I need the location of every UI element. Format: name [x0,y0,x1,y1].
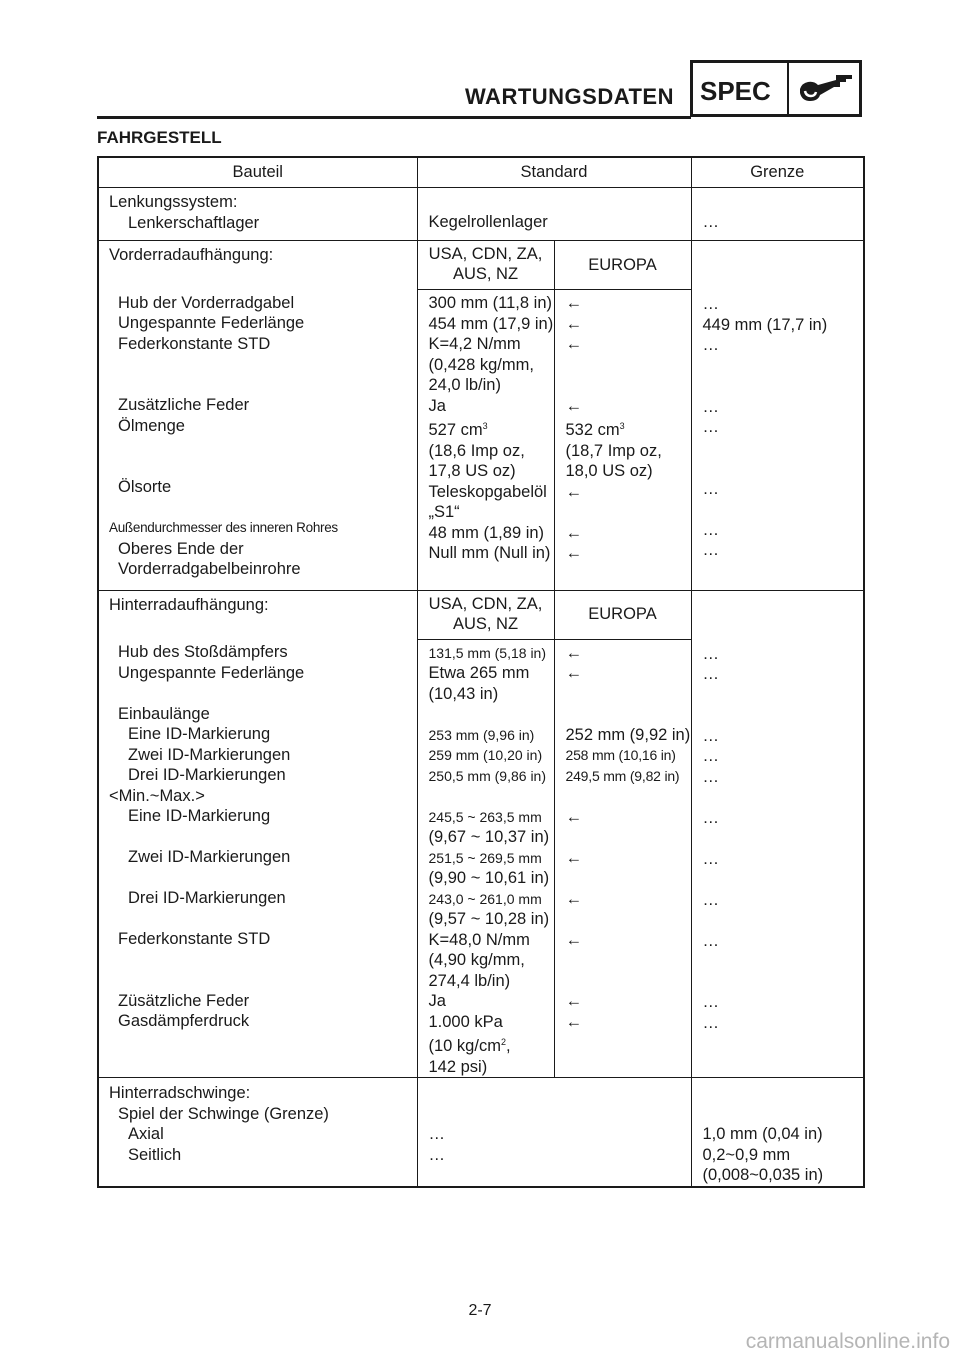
steering-standard-cell: Kegelrollenlager [417,188,691,241]
rear-a-installed-1: 253 mm (9,96 in) [428,726,535,743]
swingarm-item-axial: Axial [128,1125,164,1143]
rear-region-b-cell [554,639,691,1078]
front-b-spring-length: ← [565,314,582,333]
table-row-swingarm [98,1078,864,1187]
rear-suspension-group-label: Hinterradaufhängung: [98,590,417,639]
swingarm-sub-label: Spiel der Schwinge (Grenze) [118,1104,329,1123]
section-title: FAHRGESTELL [97,128,222,147]
rear-installed-label: Einbaulänge [118,704,210,723]
swingarm-limit-cell [691,1078,864,1187]
front-a-stroke: 300 mm (11,8 in) [428,294,552,312]
steering-part-cell [98,188,417,241]
front-item-stroke: Hub der Vorderradgabel [118,293,295,312]
rear-a-minmax-3-range: 243,0 ~ 261,0 mm [428,890,542,907]
front-a-oil-quantity-conv: (18,6 Imp oz, 17,8 US oz) [428,441,525,480]
rear-limit-stroke: … [702,644,719,663]
front-region-a-header: USA, CDN, ZA, AUS, NZ [417,241,554,290]
rear-b-minmax-3: ← [565,889,582,908]
front-limit-extra-spring: … [702,397,719,416]
front-b-oil-quantity-value: 532 cm [565,421,620,439]
rear-a-spring-rate: K=48,0 N/mm (4,90 kg/mm, 274,4 lb/in) [428,930,530,990]
rear-region-a-cell [417,639,554,1078]
swingarm-standard-side: … [428,1145,445,1164]
rear-item-extra-spring: Züsätzliche Feder [118,991,250,1010]
rear-item-installed-3: Drei ID-Markierungen [128,766,286,784]
rear-a-spacer-2 [429,786,554,807]
page-number: 2-7 [468,1302,492,1319]
rear-a-gas-pressure [429,1012,554,1078]
rear-b-installed-3: 249,5 mm (9,82 in) [565,767,680,784]
front-limit-stroke: … [702,295,719,313]
rear-limit-spring-length: … [702,665,719,683]
front-item-inner-tube: Außendurchmesser des inneren Rohres [109,520,338,535]
front-part-cell [98,290,417,591]
front-suspension-group-label: Vorderradaufhängung: [98,241,417,290]
front-b-spring-rate: ← [565,335,582,353]
rear-part-cell [98,639,417,1078]
spec-badge-divider [787,63,789,114]
rear-a-minmax-2-conv: (9,90 ~ 10,61 in) [428,869,550,887]
front-b-stroke: ← [565,294,582,312]
rear-a-gas-pressure-value: 1.000 kPa (10 kg/cm [428,1012,503,1055]
rear-limit-installed-3: … [702,767,719,786]
rear-a-minmax-2-range: 251,5 ~ 269,5 mm [428,849,542,866]
swingarm-limit-side: 0,2~0,9 mm (0,008~0,035 in) [702,1145,824,1184]
header-rule [97,116,691,119]
front-item-oil-type: Ölsorte [118,478,172,496]
rear-b-spring-length: ← [565,664,582,682]
front-a-oil-type: Teleskopgabelöl „S1“ [428,482,547,521]
front-item-spring-rate: Federkonstante STD [118,334,271,353]
rear-item-minmax-2: Zwei ID-Markierungen [128,848,291,866]
rear-a-installed-2: 259 mm (10,20 in) [428,747,543,763]
rear-limit-extra-spring: … [702,993,719,1011]
rear-item-stroke: Hub des Stoßdämpfers [118,643,288,661]
front-limit-tube-top: … [702,541,719,559]
front-a-oil-quantity-unit-sup: 3 [482,421,488,431]
rear-a-minmax-3-conv: (9,57 ~ 10,28 in) [428,910,550,928]
rear-a-extra-spring: Ja [428,992,446,1010]
front-a-extra-spring: Ja [428,396,446,415]
front-suspension-header-row [98,241,864,290]
front-b-inner-tube: ← [565,523,582,542]
rear-limit-cell [691,590,864,1078]
front-b-tube-top: ← [565,544,582,562]
rear-a-stroke: 131,5 mm (5,18 in) [428,644,546,661]
rear-a-gas-pressure-conv: , 142 psi) [428,1037,511,1076]
front-item-spring-length: Ungespannte Federlänge [118,314,305,332]
front-a-oil-quantity-value: 527 cm [428,421,483,439]
rear-item-minmax-3: Drei ID-Markierungen [128,889,286,907]
rear-limit-spring-rate: … [702,931,719,950]
column-header-part: Bauteil [98,157,417,188]
front-item-tube-top: Oberes Ende der Vorderradgabelbeinrohre [118,539,301,578]
rear-b-spring-rate: ← [565,930,582,949]
column-header-limit: Grenze [691,157,864,188]
rear-limit-minmax-2: … [702,849,719,868]
front-limit-spring-length: 449 mm (17,7 in) [702,315,828,334]
rear-a-gas-pressure-unit-sup: 2 [500,1037,506,1047]
rear-item-installed-1: Eine ID-Markierung [128,725,271,743]
rear-b-extra-spring: ← [565,992,582,1010]
swingarm-standard-axial: … [428,1125,445,1143]
spec-table [97,156,865,1188]
front-a-oil-quantity [429,416,554,482]
rear-limit-minmax-1: … [702,808,719,827]
front-a-spring-rate: K=4,2 N/mm (0,428 kg/mm, 24,0 lb/in) [428,335,534,394]
front-region-a-cell [417,290,554,591]
rear-item-minmax-1: Eine ID-Markierung [128,807,271,825]
rear-b-minmax-2: ← [565,848,582,867]
rear-b-stroke: ← [565,643,582,662]
front-b-extra-spring: ← [565,396,582,415]
front-b-oil-quantity-unit-sup: 3 [619,421,625,431]
front-b-oil-type: ← [565,482,582,501]
rear-b-minmax-1: ← [565,807,582,826]
rear-a-spring-length: Etwa 265 mm (10,43 in) [428,664,530,703]
table-header-row [98,157,864,188]
wrench-icon [796,71,856,112]
swingarm-group-label: Hinterradschwinge: [109,1084,251,1102]
swingarm-item-side: Seitlich [128,1145,182,1164]
front-region-b-header: EUROPA [554,241,691,290]
rear-item-spring-length: Ungespannte Federlänge [118,663,305,682]
rear-b-gas-pressure: ← [565,1012,582,1031]
rear-b-installed-1: 252 mm (9,92 in) [565,725,691,744]
spec-badge [690,60,862,117]
steering-group-label: Lenkungssystem: [109,193,238,211]
rear-a-installed-3: 250,5 mm (9,86 in) [428,767,546,784]
rear-limit-installed-2: … [702,747,719,765]
rear-item-spring-rate: Federkonstante STD [118,930,271,948]
rear-item-gas-pressure: Gasdämpferdruck [118,1012,250,1030]
swingarm-part-cell [98,1078,417,1187]
table-row-steering [98,188,864,241]
rear-minmax-label: <Min.~Max.> [109,786,205,805]
rear-limit-installed-1: … [702,726,719,745]
rear-item-installed-2: Zwei ID-Markierungen [128,745,291,764]
watermark: carmanualsonline.info [745,1330,950,1353]
rear-limit-minmax-3: … [702,890,719,909]
rear-a-minmax-1-range: 245,5 ~ 263,5 mm [428,808,542,825]
front-a-tube-top: Null mm (Null in) [428,544,551,562]
front-region-b-cell [554,290,691,591]
front-limit-inner-tube: … [702,520,719,539]
steering-item-label: Lenkerschaftlager [128,213,260,232]
page-title: WARTUNGSDATEN [465,84,674,109]
rear-a-spacer [429,704,554,725]
front-a-inner-tube: 48 mm (1,89 in) [428,523,545,542]
rear-region-b-header: EUROPA [554,590,691,639]
steering-limit-cell: … [691,188,864,241]
spec-badge-label: SPEC [700,76,771,106]
rear-suspension-header-row [98,590,864,639]
rear-a-minmax-1-conv: (9,67 ~ 10,37 in) [428,828,550,846]
front-limit-oil-type: … [702,479,719,498]
column-header-standard: Standard [417,157,691,188]
front-limit-spring-rate: … [702,336,719,354]
front-b-oil-quantity-conv: (18,7 Imp oz, 18,0 US oz) [565,441,662,480]
rear-region-a-header: USA, CDN, ZA, AUS, NZ [417,590,554,639]
rear-b-installed-2: 258 mm (10,16 in) [565,747,676,763]
front-b-oil-quantity [566,416,691,482]
swingarm-limit-axial: 1,0 mm (0,04 in) [702,1125,823,1143]
swingarm-standard-cell [417,1078,691,1187]
rear-limit-gas-pressure: … [702,1013,719,1032]
front-limit-cell [691,241,864,591]
front-item-extra-spring: Zusätzliche Feder [118,396,250,414]
front-a-spring-length: 454 mm (17,9 in) [428,314,554,333]
front-item-oil-quantity: Ölmenge [118,416,185,435]
front-limit-oil-quantity: … [702,418,719,436]
